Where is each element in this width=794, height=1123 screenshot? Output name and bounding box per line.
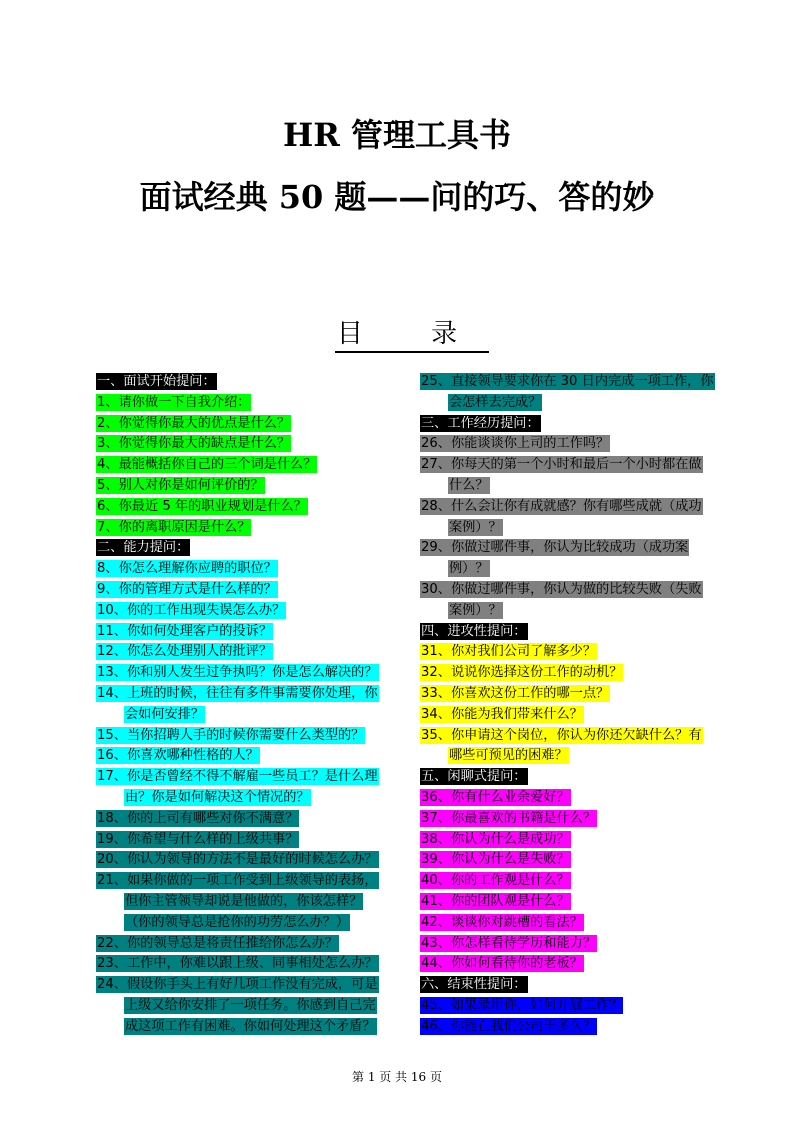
toc-entry	[96, 788, 396, 809]
toc-entry-text: 28、什么会让你有成就感？你有哪些成就（成功	[421, 498, 702, 514]
toc-entry-text: 10、你的工作出现失误怎么办？	[97, 602, 286, 618]
toc-entry-text: 14、上班的时候，往往有多件事需要你处理，你	[97, 685, 378, 701]
toc-entry	[420, 393, 720, 414]
toc-entry	[96, 580, 396, 601]
toc-entry	[420, 705, 720, 726]
toc-entry-text: 案例）？	[449, 602, 502, 618]
toc-entry-text: 8、你怎么理解你应聘的职位？	[97, 561, 277, 577]
toc-entry	[420, 601, 720, 622]
toc-entry-text: 一、面试开始提问：	[97, 374, 216, 389]
toc-section-heading	[96, 372, 396, 393]
toc-entry-text: 39、你认为什么是失败？	[421, 852, 570, 868]
toc-entry	[96, 622, 396, 643]
toc-entry-text: 六、结束性提问：	[421, 977, 527, 993]
toc-entry	[96, 746, 396, 767]
toc-entry-text: 但你主管领导却说是他做的，你该怎样？	[125, 893, 363, 909]
toc-entry	[96, 434, 396, 455]
toc-entry-text: 16、你喜欢哪种性格的人？	[97, 748, 259, 764]
toc-entry-text: 15、当你招聘人手的时候你需要什么类型的？	[97, 727, 365, 743]
toc-entry-text: 23、工作中，你难以跟上级、同事相处怎么办？	[97, 956, 378, 972]
toc-right-column	[420, 372, 720, 1038]
toc-entry-text: 二、能力提问：	[97, 540, 190, 556]
toc-entry	[420, 476, 720, 497]
toc-entry-text: 1、请你做一下自我介绍：	[97, 394, 251, 410]
toc-section-heading	[420, 414, 720, 435]
document-subtitle: 面试经典 50 题——问的巧、答的妙	[139, 178, 655, 216]
toc-entry-text: 33、你喜欢这份工作的哪一点？	[421, 685, 610, 701]
toc-entry	[420, 830, 720, 851]
toc-entry-text: 4、最能概括你自己的三个词是什么？	[97, 457, 317, 473]
toc-entry-text: 成这项工作有困难。你如何处理这个矛盾？	[125, 1018, 376, 1034]
toc-heading	[0, 313, 794, 350]
toc-entry	[420, 892, 720, 913]
toc-entry-text: 上级又给你安排了一项任务。你感到自己完	[125, 997, 376, 1013]
toc-entry	[96, 705, 396, 726]
toc-entry	[420, 913, 720, 934]
toc-entry	[96, 476, 396, 497]
toc-entry-text: 37、你最喜欢的书籍是什么？	[421, 810, 597, 826]
toc-entry-text: 13、你和别人发生过争执吗？你是怎么解决的？	[97, 665, 378, 681]
toc-entry-text: 24、假设你手头上有好几项工作没有完成，可是	[97, 977, 378, 993]
toc-entry	[420, 455, 720, 476]
toc-entry	[420, 684, 720, 705]
toc-entry	[420, 809, 720, 830]
toc-entry	[96, 497, 396, 518]
toc-entry	[96, 830, 396, 851]
toc-entry-text: 38、你认为什么是成功？	[421, 831, 570, 847]
toc-entry-text: 6、你最近 5 年的职业规划是什么？	[97, 498, 307, 514]
toc-entry	[420, 746, 720, 767]
toc-section-heading	[420, 975, 720, 996]
toc-entry	[96, 975, 396, 996]
toc-entry	[420, 996, 720, 1017]
toc-entry-text: 案例）？	[449, 519, 502, 535]
toc-entry-text: 哪些可预见的困难？	[449, 748, 568, 764]
toc-entry-text: 什么？	[449, 477, 489, 493]
toc-entry	[420, 934, 720, 955]
toc-entry-text: 21、如果你做的一项工作受到上级领导的表扬，	[97, 873, 378, 889]
toc-entry	[96, 559, 396, 580]
toc-entry-text: 五、闲聊式提问：	[421, 769, 527, 785]
toc-entry-text: 7、你的离职原因是什么？	[97, 519, 251, 535]
toc-entry	[420, 1017, 720, 1038]
toc-entry-text: 2、你觉得你最大的优点是什么？	[97, 415, 291, 431]
toc-entry-text: 17、你是否曾经不得不解雇一些员工？是什么理	[97, 769, 378, 785]
toc-entry	[96, 871, 396, 892]
toc-entry	[420, 497, 720, 518]
toc-entry	[96, 414, 396, 435]
toc-entry	[420, 850, 720, 871]
toc-entry-text: 四、进攻性提问：	[421, 623, 527, 639]
toc-entry-text: 5、别人对你是如何评价的？	[97, 477, 264, 493]
toc-entry-text: （你的领导总是抢你的功劳怎么办？）	[125, 914, 350, 930]
toc-entry-text: 11、你如何处理客户的投诉？	[97, 623, 273, 639]
toc-entry	[96, 996, 396, 1017]
toc-entry-text: 34、你能为我们带来什么？	[421, 706, 583, 722]
toc-entry	[420, 642, 720, 663]
toc-entry-text: 会怎样去完成？	[449, 394, 542, 410]
toc-entry-text: 25、直接领导要求你在 30 日内完成一项工作，你	[421, 374, 714, 389]
toc-entry-text: 30、你做过哪件事，你认为做的比较失败（失败	[421, 581, 702, 597]
toc-entry	[96, 934, 396, 955]
toc-entry-text: 19、你希望与什么样的上级共事？	[97, 831, 299, 847]
toc-entry-text: 例）？	[449, 561, 489, 577]
page-footer: 第 1 页 共 16 页	[352, 1070, 442, 1084]
toc-entry-text: 44、你如何看待你的老板？	[421, 956, 583, 972]
toc-section-heading	[96, 538, 396, 559]
toc-entry	[420, 871, 720, 892]
toc-entry	[420, 538, 720, 559]
toc-entry-text: 42、谈谈你对跳槽的看法？	[421, 914, 583, 930]
toc-entry	[96, 393, 396, 414]
toc-entry-text: 会如何安排？	[125, 706, 205, 722]
toc-entry-text: 由？你是如何解决这个情况的？	[125, 789, 310, 805]
toc-entry-text: 35、你申请这个岗位，你认为你还欠缺什么？有	[421, 727, 702, 743]
toc-entry	[420, 372, 720, 393]
toc-entry	[420, 434, 720, 455]
toc-entry-text: 三、工作经历提问：	[421, 415, 540, 431]
toc-entry-text: 40、你的工作观是什么？	[421, 873, 570, 889]
toc-left-column	[96, 372, 396, 1038]
toc-section-heading	[420, 767, 720, 788]
toc-entry	[96, 767, 396, 788]
toc-entry-text: 12、你怎么处理别人的批评？	[97, 644, 273, 660]
toc-entry	[96, 642, 396, 663]
toc-entry-text: 27、你每天的第一个小时和最后一个小时都在做	[421, 457, 702, 473]
toc-entry-text: 18、你的上司有哪些对你不满意？	[97, 810, 299, 826]
toc-section-heading	[420, 622, 720, 643]
toc-entry	[96, 726, 396, 747]
toc-entry	[96, 684, 396, 705]
toc-entry	[96, 518, 396, 539]
toc-entry	[96, 601, 396, 622]
toc-entry	[420, 954, 720, 975]
toc-entry-text: 20、你认为领导的方法不是最好的时候怎么办？	[97, 852, 378, 868]
toc-entry	[420, 580, 720, 601]
toc-entry	[420, 726, 720, 747]
toc-entry-text: 22、你的领导总是将责任推给你怎么办？	[97, 935, 338, 951]
toc-entry-text: 3、你觉得你最大的缺点是什么？	[97, 436, 291, 452]
toc-entry	[96, 663, 396, 684]
toc-entry	[420, 663, 720, 684]
toc-entry-text: 36、你有什么业余爱好？	[421, 789, 570, 805]
toc-entry-text: 32、说说你选择这份工作的动机？	[421, 665, 623, 681]
toc-entry	[96, 954, 396, 975]
toc-entry-text: 31、你对我们公司了解多少？	[421, 644, 597, 660]
toc-entry-text: 43、你怎样看待学历和能力？	[421, 935, 597, 951]
toc-entry	[96, 809, 396, 830]
toc-entry-text: 46、你能在我们公司干多久？	[421, 1018, 597, 1034]
toc-entry	[96, 892, 396, 913]
toc-entry	[420, 559, 720, 580]
toc-entry	[420, 788, 720, 809]
toc-entry-text: 29、你做过哪件事，你认为比较成功（成功案	[421, 540, 689, 556]
toc-entry-text: 9、你的管理方式是什么样的？	[97, 581, 277, 597]
toc-entry	[96, 913, 396, 934]
toc-entry	[420, 518, 720, 539]
document-title: HR 管理工具书	[283, 116, 511, 154]
toc-entry	[96, 455, 396, 476]
toc-heading-text: 目 录	[335, 319, 489, 353]
toc-entry-text: 45、如果录用你，如何开展工作？	[421, 997, 623, 1013]
toc-entry	[96, 850, 396, 871]
toc-entry-text: 26、你能谈谈你上司的工作吗？	[421, 436, 610, 452]
toc-entry-text: 41、你的团队观是什么？	[421, 893, 570, 909]
toc-entry	[96, 1017, 396, 1038]
